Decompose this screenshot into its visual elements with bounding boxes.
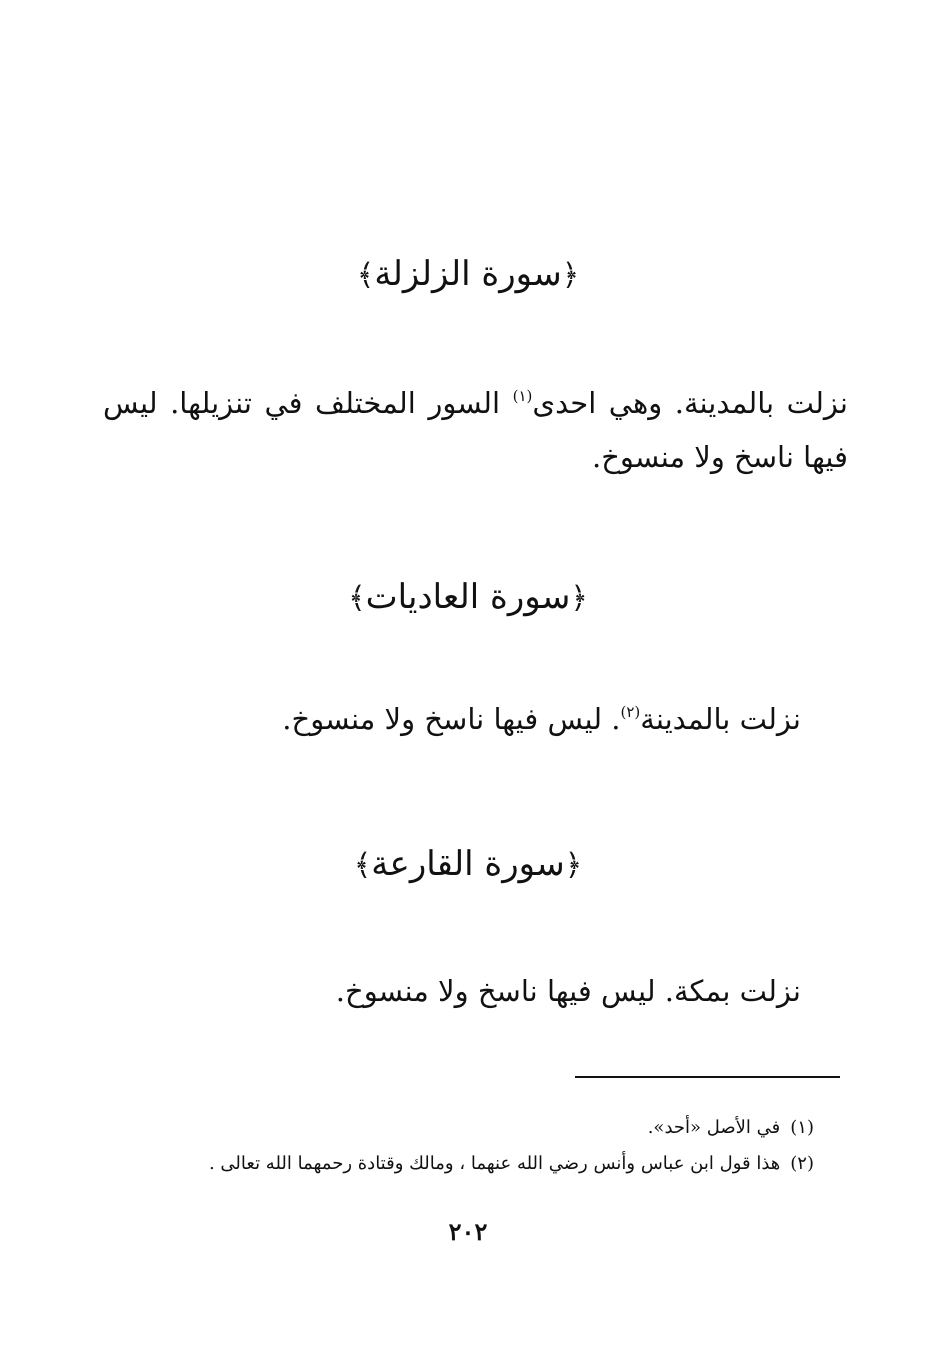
footnote-ref[interactable]: (١) <box>512 387 533 405</box>
surah-title: سورة العاديات <box>365 577 571 617</box>
page-number: ٢٠٢ <box>448 1217 488 1246</box>
footnote-divider <box>575 1076 840 1078</box>
footnote-text: هذا قول ابن عباس وأنس رضي الله عنهما ، ومالك وقتادة رحمهما الله تعالى . <box>208 1153 781 1174</box>
surah-heading-qariah <box>0 842 936 888</box>
footnote-number: (٢) <box>790 1153 814 1174</box>
description-text: . ليس فيها ناسخ ولا منسوخ. <box>282 702 621 736</box>
footnotes <box>134 1110 814 1182</box>
footnote-text: في الأصل «أحد». <box>647 1117 781 1138</box>
description-text: نزلت بمكة. ليس فيها ناسخ ولا منسوخ. <box>335 974 801 1008</box>
ornament-open-icon: ﴿ <box>570 581 588 616</box>
footnote-ref[interactable]: (٢) <box>620 703 641 721</box>
surah-heading-zalzala <box>0 252 936 298</box>
footnote-number: (١) <box>790 1117 814 1138</box>
description-text: السور المختلف في تنزيلها. ليس فيها ناسخ ولا منسوخ. <box>103 386 848 474</box>
surah-description-adiyat <box>86 692 801 746</box>
surah-description-zalzala <box>103 376 848 484</box>
description-text: نزلت بالمدينة <box>640 702 801 736</box>
ornament-close-icon: ﴾ <box>348 581 366 616</box>
surah-heading-adiyat <box>0 575 936 621</box>
footnote-2 <box>134 1146 814 1182</box>
ornament-close-icon: ﴾ <box>356 258 375 293</box>
surah-title: سورة القارعة <box>371 844 565 884</box>
ornament-open-icon: ﴿ <box>564 848 583 883</box>
ornament-open-icon: ﴿ <box>561 258 580 293</box>
description-text: نزلت بالمدينة. وهي احدى <box>532 386 848 420</box>
footnote-1 <box>134 1110 814 1146</box>
surah-title: سورة الزلزلة <box>374 254 562 294</box>
surah-description-qariah <box>86 964 801 1018</box>
ornament-close-icon: ﴾ <box>353 848 372 883</box>
